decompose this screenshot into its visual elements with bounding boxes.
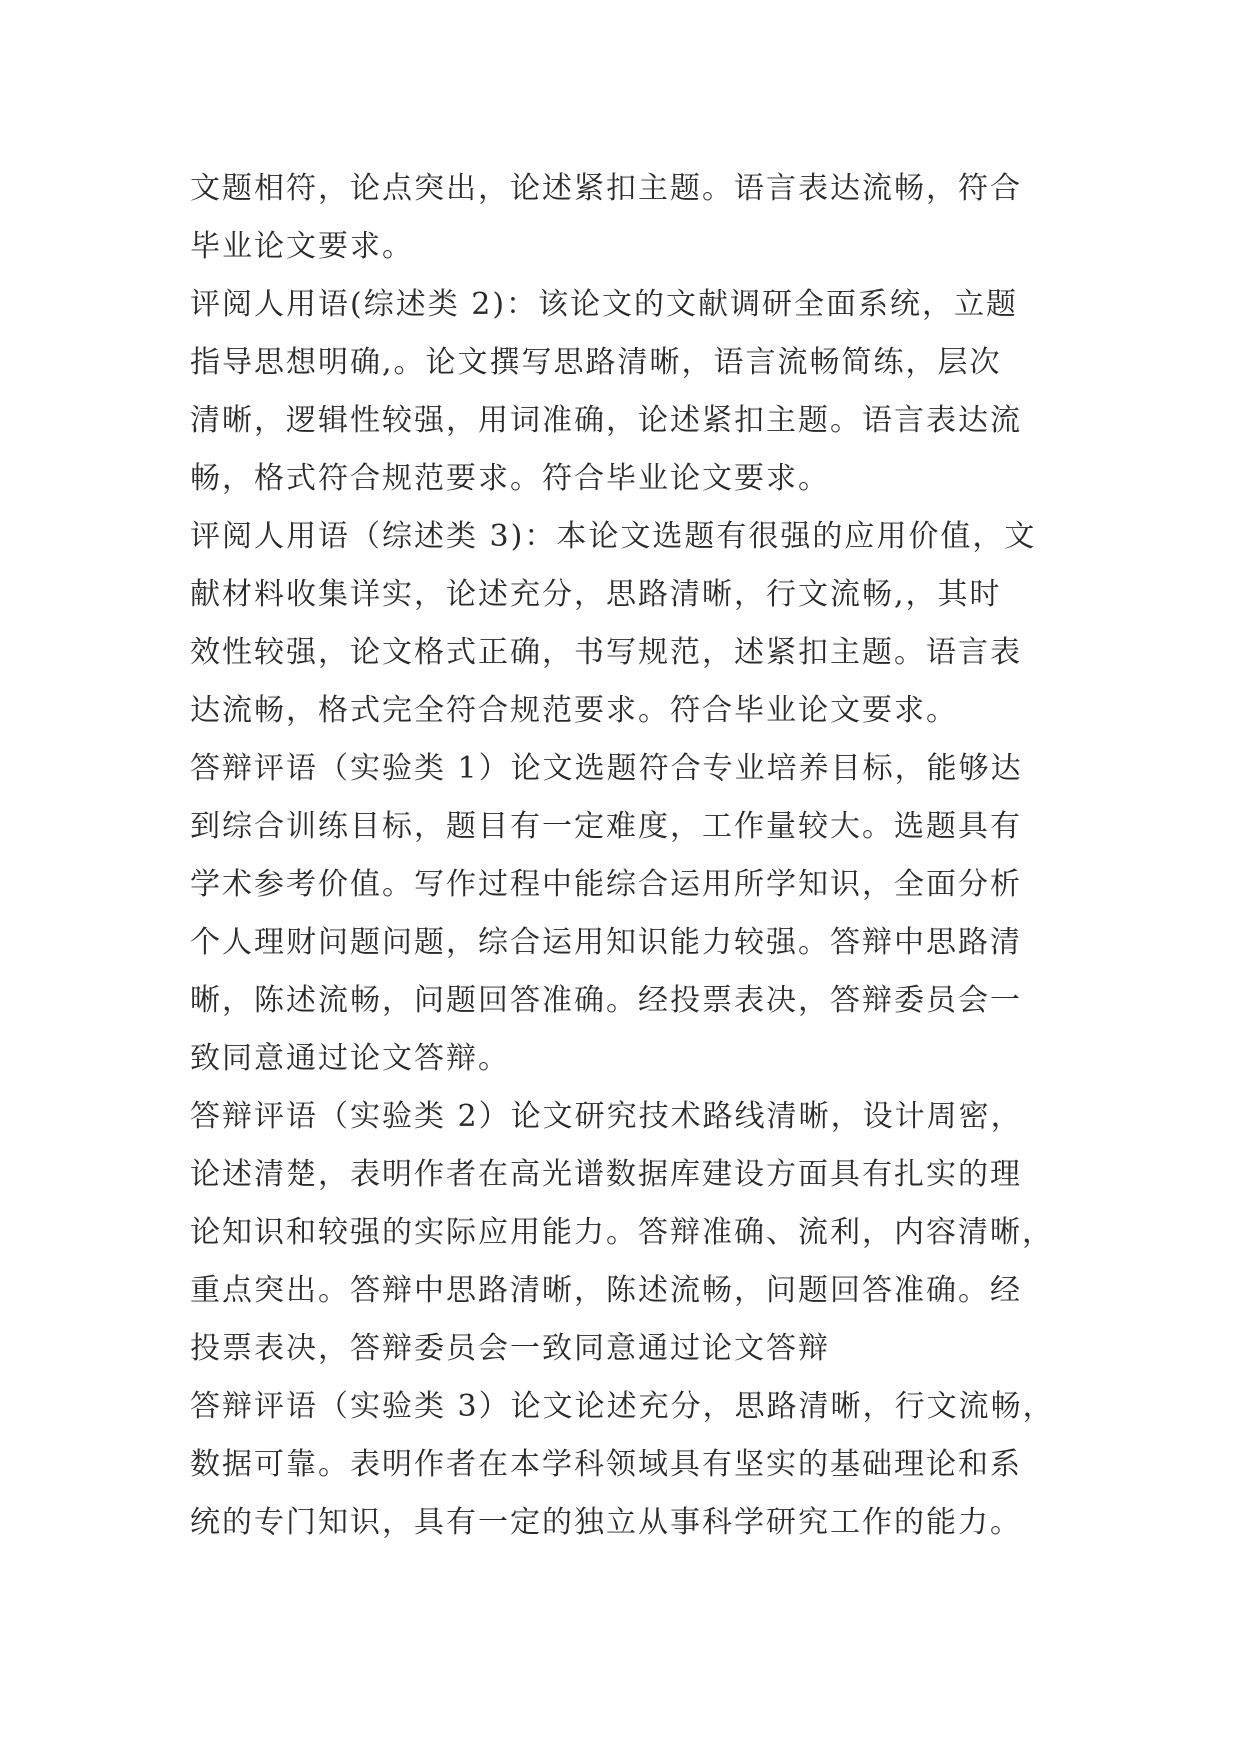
- text-line: 毕业论文要求。: [190, 229, 414, 264]
- text-line: 清晰，逻辑性较强，用词准确，论述紧扣主题。语言表达流: [190, 403, 1022, 438]
- text-line: 个人理财问题问题，综合运用知识能力较强。答辩中思路清: [190, 925, 1022, 960]
- text-line: 重点突出。答辩中思路清晰，陈述流畅，问题回答准确。经: [190, 1273, 1022, 1308]
- text-line: 畅，格式符合规范要求。符合毕业论文要求。: [190, 461, 830, 496]
- text-line: 到综合训练目标，题目有一定难度，工作量较大。选题具有: [190, 809, 1022, 844]
- text-line: 献材料收集详实，论述充分，思路清晰，行文流畅,，其时: [190, 577, 1002, 612]
- text-line: 答辩评语（实验类 1）论文选题符合专业培养目标，能够达: [190, 751, 1023, 786]
- text-line: 指导思想明确,。论文撰写思路清晰，语言流畅简练，层次: [190, 345, 1002, 380]
- text-line: 致同意通过论文答辩。: [190, 1041, 510, 1076]
- text-line: 统的专门知识，具有一定的独立从事科学研究工作的能力。: [190, 1505, 1022, 1540]
- text-line: 文题相符，论点突出，论述紧扣主题。语言表达流畅，符合: [190, 171, 1022, 206]
- text-line: 论述清楚，表明作者在高光谱数据库建设方面具有扎实的理: [190, 1157, 1022, 1192]
- text-line: 论知识和较强的实际应用能力。答辩准确、流利，内容清晰，: [190, 1215, 1054, 1250]
- text-line: 评阅人用语（综述类 3)：本论文选题有很强的应用价值，文: [190, 519, 1037, 554]
- text-line: 答辩评语（实验类 3）论文论述充分，思路清晰，行文流畅，: [190, 1389, 1055, 1424]
- text-line: 评阅人用语(综述类 2)：该论文的文献调研全面系统，立题: [190, 287, 1019, 322]
- text-line: 答辩评语（实验类 2）论文研究技术路线清晰，设计周密，: [190, 1099, 1023, 1134]
- text-line: 效性较强，论文格式正确，书写规范，述紧扣主题。语言表: [190, 635, 1022, 670]
- document-body: [190, 160, 1070, 1552]
- text-line: 学术参考价值。写作过程中能综合运用所学知识，全面分析: [190, 867, 1022, 902]
- text-line: 达流畅，格式完全符合规范要求。符合毕业论文要求。: [190, 693, 958, 728]
- text-line: 晰，陈述流畅，问题回答准确。经投票表决，答辩委员会一: [190, 983, 1022, 1018]
- text-line: 投票表决，答辩委员会一致同意通过论文答辩: [190, 1331, 830, 1366]
- text-line: 数据可靠。表明作者在本学科领域具有坚实的基础理论和系: [190, 1447, 1022, 1482]
